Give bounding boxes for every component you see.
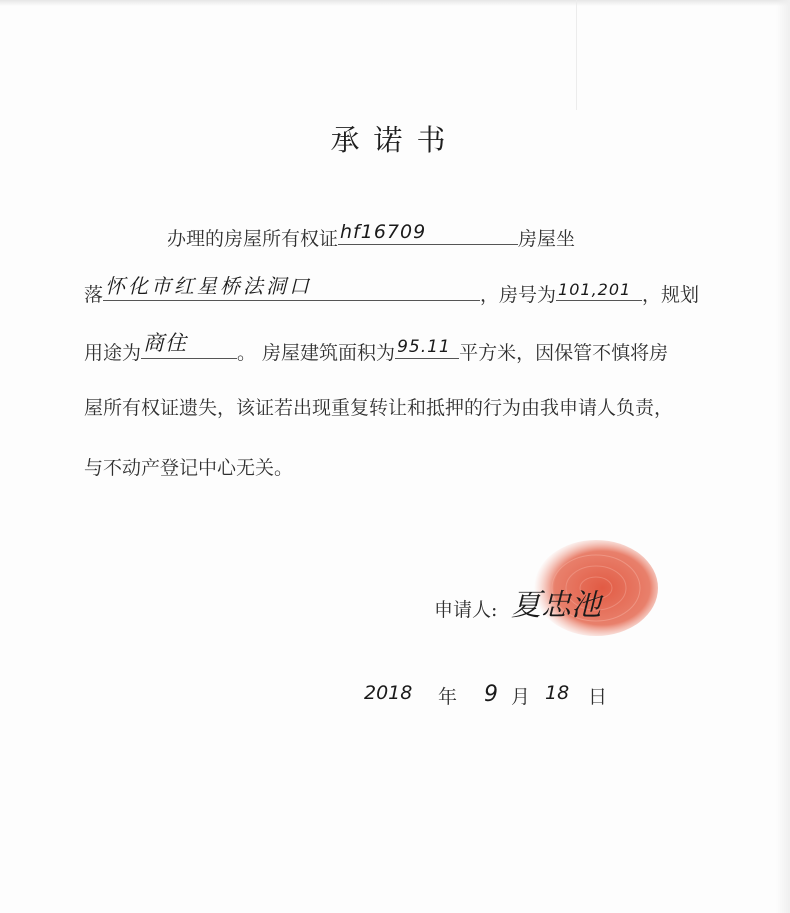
date-month-label: 月 — [511, 686, 531, 708]
line1-prefix: 办理的房屋所有权证 — [167, 228, 339, 250]
date-year-label: 年 — [438, 686, 458, 708]
text-line-2 — [84, 274, 700, 307]
address-field — [103, 274, 480, 301]
address-handwritten: 怀化市红星桥法洞口 — [105, 274, 313, 298]
paper-fold-line — [576, 0, 577, 110]
line3-mid: 。 房屋建筑面积为 — [237, 342, 396, 364]
document-title: 承诺书 — [330, 123, 460, 157]
usage-field — [141, 331, 237, 359]
date-day-label: 日 — [588, 686, 608, 708]
room-number-field — [556, 278, 642, 301]
line3-prefix: 用途为 — [84, 342, 142, 364]
area-handwritten: 95.11 — [397, 337, 451, 357]
text-line-1 — [167, 222, 575, 251]
line2-suffix: ，规划 — [642, 284, 700, 306]
applicant-label: 申请人: — [434, 599, 498, 621]
scan-edge — [0, 0, 790, 6]
certificate-number-field — [338, 222, 518, 245]
usage-handwritten: 商住 — [143, 331, 188, 355]
line3-suffix: 平方米，因保管不慎将房 — [459, 342, 669, 364]
line1-suffix: 房屋坐 — [518, 228, 576, 250]
text-line-5: 与不动产登记中心无关。 — [84, 457, 294, 479]
certificate-number-handwritten: hf16709 — [340, 221, 427, 243]
line2-prefix: 落 — [84, 284, 104, 306]
room-number-handwritten: 101,201 — [558, 280, 632, 299]
area-field — [395, 336, 459, 359]
text-line-3 — [84, 331, 669, 365]
date-year-handwritten: 2018 — [364, 682, 413, 704]
date-month-handwritten: 9 — [484, 682, 498, 707]
text-line-4: 屋所有权证遗失，该证若出现重复转让和抵押的行为由我申请人负责， — [84, 397, 674, 419]
date-day-handwritten: 18 — [545, 682, 570, 704]
line2-mid: ，房号为 — [480, 284, 557, 306]
applicant-signature: 夏忠池 — [511, 588, 601, 623]
